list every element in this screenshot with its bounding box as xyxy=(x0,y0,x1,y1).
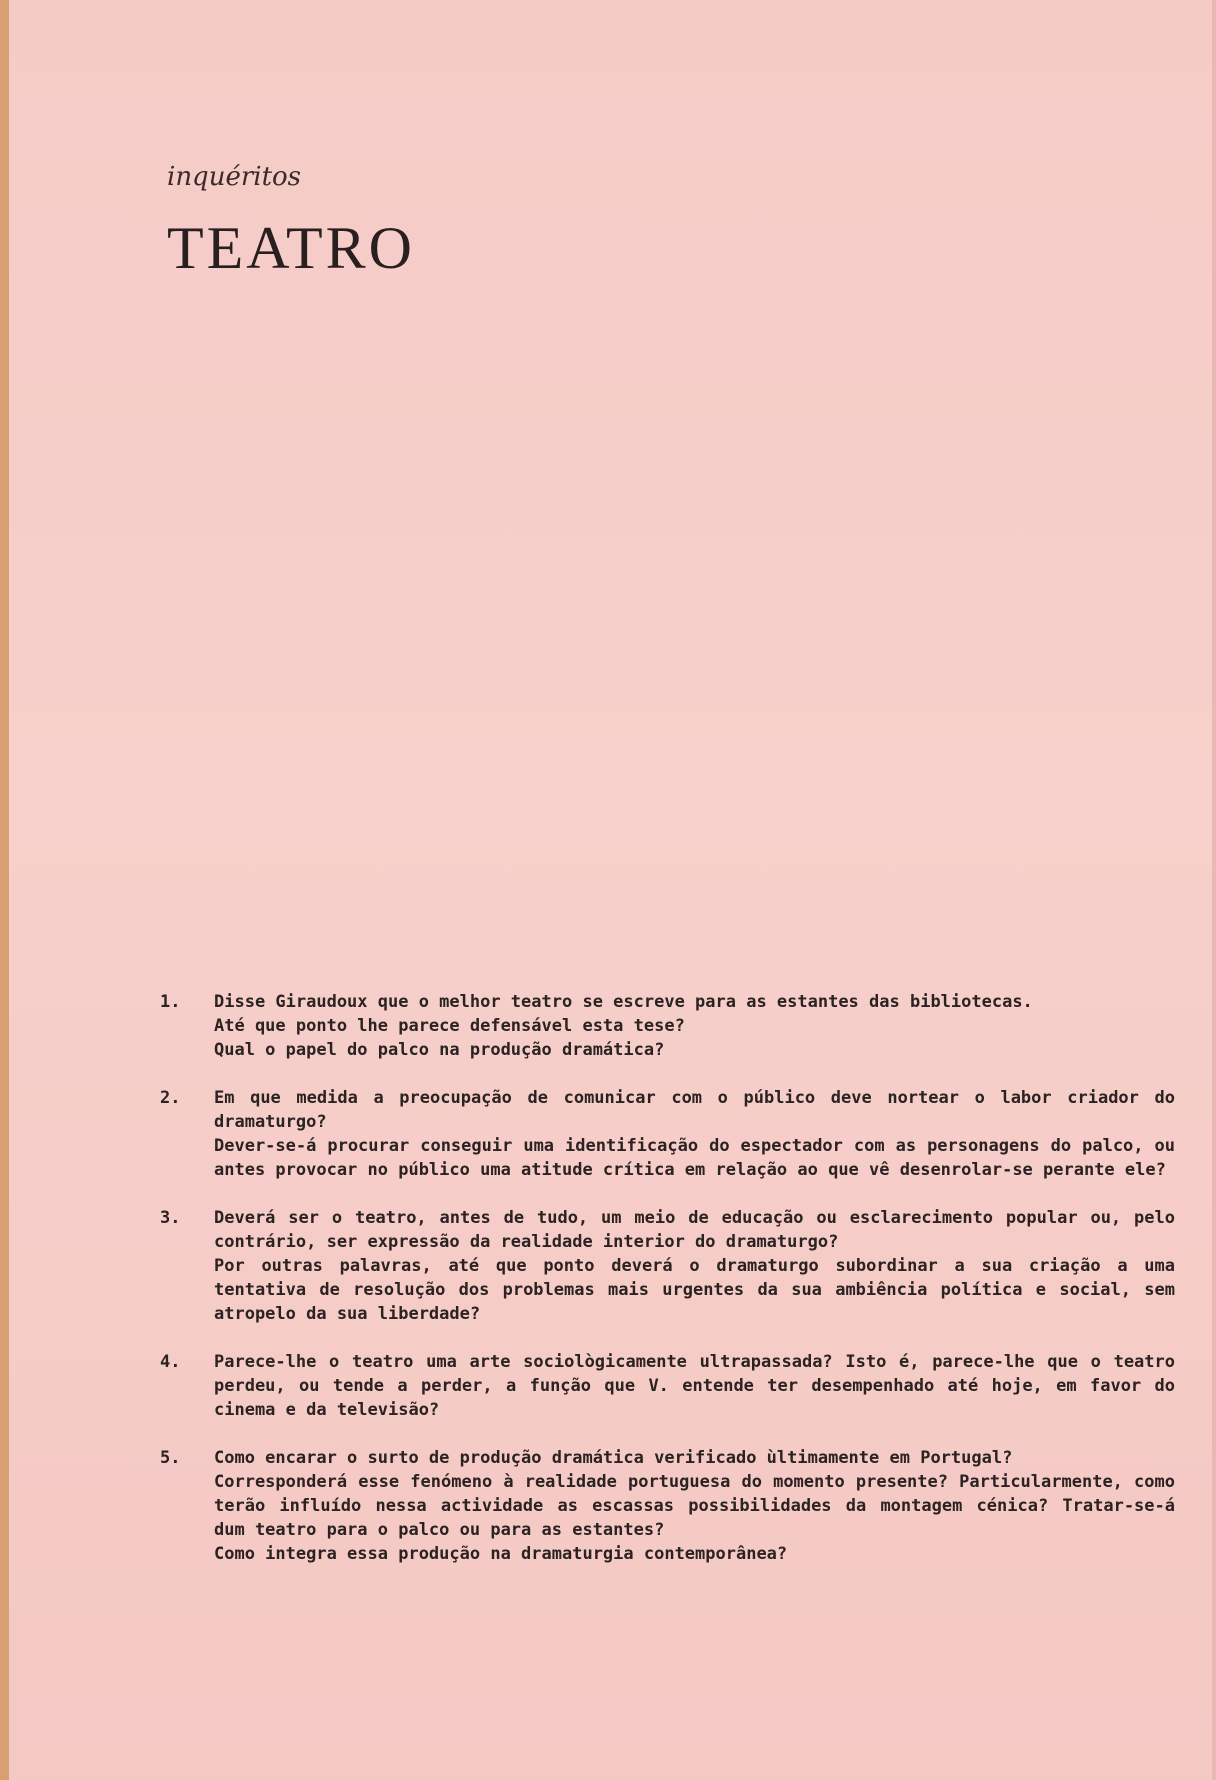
question-line: Por outras palavras, até que ponto deverá o dramaturgo subordinar a sua criação a uma tentativa de resolução dos problemas mais urgentes da sua ambiência política e social, sem atropelo da sua liberdade? xyxy=(214,1256,1175,1324)
question-text xyxy=(214,1446,1175,1566)
question-line: Parece-lhe o teatro uma arte sociològicamente ultrapassada? Isto é, parece-lhe que o teatro perdeu, ou tende a perder, a função que V. entende ter desempenhado até hoje, em favor do cinema e da televisão? xyxy=(214,1352,1175,1420)
question-line: Como integra essa produção na dramaturgia contemporânea? xyxy=(214,1544,788,1564)
question-4 xyxy=(160,1350,1175,1422)
question-line: Qual o papel do palco na produção dramática? xyxy=(214,1040,665,1060)
question-line: Dever-se-á procurar conseguir uma identificação do espectador com as personagens do palco, ou antes provocar no público uma atitude crítica em relação ao que vê desenrolar-se perante ele? xyxy=(214,1136,1175,1180)
question-line: Em que medida a preocupação de comunicar com o público deve nortear o labor criador do dramaturgo? xyxy=(214,1088,1175,1132)
question-line: Deverá ser o teatro, antes de tudo, um meio de educação ou esclarecimento popular ou, pelo contrário, ser expressão da realidade interior do dramaturgo? xyxy=(214,1208,1175,1252)
question-line: Disse Giraudoux que o melhor teatro se escreve para as estantes das bibliotecas. xyxy=(214,992,1033,1012)
question-text xyxy=(214,990,1175,1062)
question-line: Até que ponto lhe parece defensável esta tese? xyxy=(214,1016,685,1036)
page-right-edge xyxy=(1212,0,1216,1780)
question-list xyxy=(160,990,1175,1590)
question-number: 4. xyxy=(160,1352,181,1372)
question-5 xyxy=(160,1446,1175,1566)
question-number: 2. xyxy=(160,1088,181,1108)
question-2 xyxy=(160,1086,1175,1182)
question-3 xyxy=(160,1206,1175,1326)
question-line: Corresponderá esse fenómeno à realidade portuguesa do momento presente? Particularmente, como terão influído nessa actividade as escassas possibilidades da montagem cénica? Tratar-se-á dum teatro para o palco ou para as estantes? xyxy=(214,1472,1175,1540)
question-number: 1. xyxy=(160,992,181,1012)
question-text xyxy=(214,1350,1175,1422)
page-left-edge xyxy=(0,0,9,1780)
section-label: inquéritos xyxy=(167,162,302,192)
page-title: TEATRO xyxy=(167,215,415,281)
question-text xyxy=(214,1206,1175,1326)
question-text xyxy=(214,1086,1175,1182)
question-1 xyxy=(160,990,1175,1062)
question-line: Como encarar o surto de produção dramática verificado ùltimamente em Portugal? xyxy=(214,1448,1013,1468)
question-number: 3. xyxy=(160,1208,181,1228)
question-number: 5. xyxy=(160,1448,181,1468)
